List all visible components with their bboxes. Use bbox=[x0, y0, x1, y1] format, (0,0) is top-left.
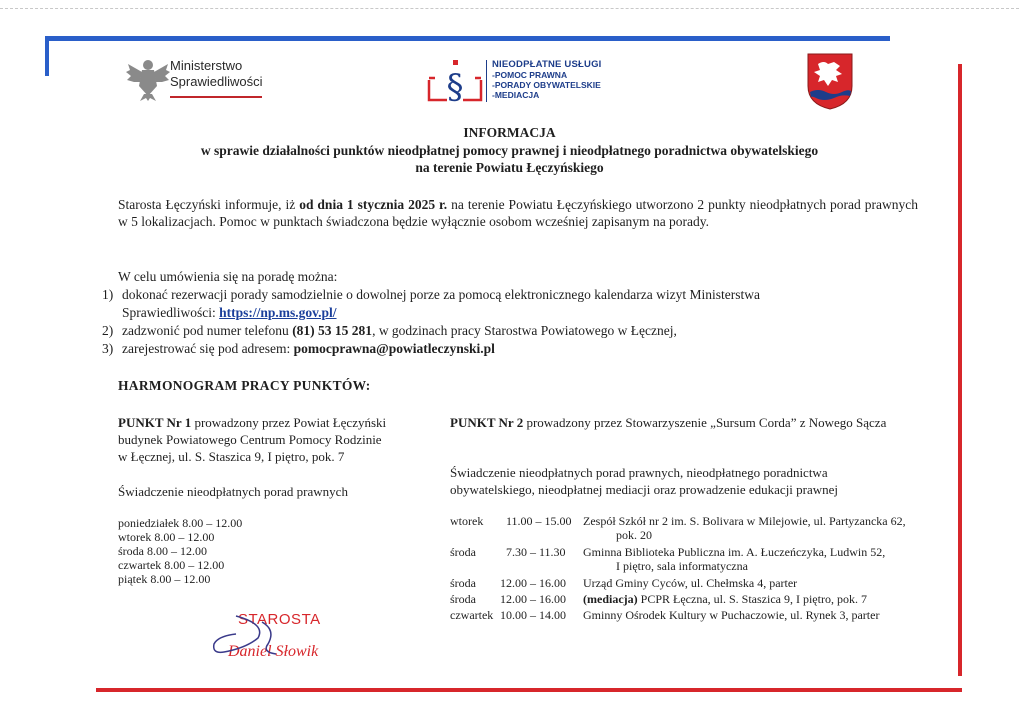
intro-paragraph bbox=[118, 196, 918, 230]
hours-row: wtorek 8.00 – 12.00 bbox=[118, 530, 215, 544]
table-row-place: Gminna Biblioteka Publiczna im. A. Łuczeńczyka, Ludwin 52, bbox=[583, 545, 886, 559]
booking-item-2-num: 2) bbox=[102, 323, 114, 338]
punkt-2-service2: obywatelskiego, nieodpłatnej mediacji oraz prowadzenie edukacji prawnej bbox=[450, 482, 839, 497]
table-row-day: wtorek bbox=[450, 514, 484, 528]
legal-aid-services bbox=[492, 60, 602, 100]
booking-link[interactable]: https://np.ms.gov.pl/ bbox=[219, 305, 337, 320]
ministry-line1: Ministerstwo bbox=[170, 58, 243, 73]
table-row-time: 12.00 – 16.00 bbox=[500, 592, 566, 606]
doc-subtitle: w sprawie działalności punktów nieodpłatnej pomocy prawnej i nieodpłatnego poradnictwa obywatelskiego bbox=[200, 143, 819, 158]
intro-text-rest: na terenie Powiatu Łęczyńskiego utworzono 2 punkty nieodpłatnych porad prawnych w 5 lokalizacjach. Pomoc w punktach świadczona będzie wyłącznie osobom wcześniej zapisanym na porady. bbox=[118, 197, 918, 229]
legal-aid-item: -PORADY OBYWATELSKIE bbox=[492, 80, 601, 90]
punkt-2-service1: Świadczenie nieodpłatnych porad prawnych, nieodpłatnego poradnictwa bbox=[450, 465, 828, 480]
table-row-place: Zespół Szkół nr 2 im. S. Bolivara w Milejowie, ul. Partyzancka 62, bbox=[583, 514, 906, 528]
punkt-2-desc: prowadzony przez Stowarzyszenie „Sursum Corda” z Nowego Sącza bbox=[523, 415, 887, 430]
ministry-name bbox=[170, 58, 262, 90]
punkt-1-line1 bbox=[118, 414, 386, 431]
legal-aid-item: -POMOC PRAWNA bbox=[492, 70, 568, 80]
punkt-1-desc2: budynek Powiatowego Centrum Pomocy Rodzinie bbox=[118, 432, 382, 447]
signature-stamp bbox=[206, 604, 346, 664]
legal-aid-item: -MEDIACJA bbox=[492, 90, 540, 100]
intro-date: od dnia 1 stycznia 2025 r. bbox=[299, 197, 448, 212]
bottom-red-rule bbox=[96, 688, 962, 692]
doc-subtitle-2: na terenie Powiatu Łęczyńskiego bbox=[415, 160, 604, 175]
booking-lead: W celu umówienia się na poradę można: bbox=[118, 269, 338, 284]
table-row-place: Urząd Gminy Cyców, ul. Chełmska 4, parter bbox=[583, 576, 798, 590]
punkt-1-block bbox=[118, 414, 386, 465]
left-blue-rule bbox=[45, 36, 49, 76]
hours-row: piątek 8.00 – 12.00 bbox=[118, 572, 211, 586]
coat-of-arms-icon bbox=[806, 52, 854, 110]
hours-row: poniedziałek 8.00 – 12.00 bbox=[118, 516, 243, 530]
table-row-day: środa bbox=[450, 592, 476, 606]
punkt-1-desc1: prowadzony przez Powiat Łęczyński bbox=[191, 415, 387, 430]
punkt-1-hours bbox=[118, 516, 242, 586]
table-row-time: 11.00 – 15.00 bbox=[506, 514, 572, 528]
booking-item-1-num: 1) bbox=[102, 287, 114, 302]
table-row-day: środa bbox=[450, 576, 476, 590]
legal-aid-divider bbox=[486, 60, 487, 102]
booking-phone: (81) 53 15 281 bbox=[292, 323, 373, 338]
booking-item-1-line2 bbox=[122, 304, 337, 321]
signature-name: Daniel Słowik bbox=[228, 643, 319, 660]
table-row-place bbox=[583, 592, 867, 606]
booking-item-2-pre: zadzwonić pod numer telefonu bbox=[122, 323, 293, 338]
booking-item-2 bbox=[122, 322, 677, 339]
table-row-day: czwartek bbox=[450, 608, 494, 622]
top-dashed-border bbox=[0, 8, 1019, 10]
punkt-1-service: Świadczenie nieodpłatnych porad prawnych bbox=[118, 484, 348, 499]
table-row-place2: I piętro, sala informatyczna bbox=[616, 559, 748, 573]
mediation-label: (mediacja) bbox=[583, 592, 638, 606]
booking-item-1-text2: Sprawiedliwości: bbox=[122, 305, 220, 320]
legal-aid-heading: NIEODPŁATNE USŁUGI bbox=[492, 59, 602, 70]
table-row-day: środa bbox=[450, 545, 476, 559]
punkt-2-service bbox=[450, 464, 838, 498]
doc-title: INFORMACJA bbox=[463, 125, 556, 140]
punkt-2-table bbox=[450, 514, 950, 624]
booking-item-3-pre: zarejestrować się pod adresem: bbox=[122, 341, 294, 356]
hours-row: środa 8.00 – 12.00 bbox=[118, 544, 207, 558]
table-row-time: 7.30 – 11.30 bbox=[506, 545, 566, 559]
ministry-line2: Sprawiedliwości bbox=[170, 74, 263, 89]
punkt-1-desc3: w Łęcznej, ul. S. Staszica 9, I piętro, pok. 7 bbox=[118, 449, 345, 464]
hours-row: czwartek 8.00 – 12.00 bbox=[118, 558, 225, 572]
table-row-time: 12.00 – 16.00 bbox=[500, 576, 566, 590]
table-row-time: 10.00 – 14.00 bbox=[500, 608, 566, 622]
booking-item-1 bbox=[122, 286, 908, 303]
punkt-2-line1 bbox=[450, 414, 886, 431]
stamp-text: STAROSTA bbox=[238, 611, 321, 628]
table-row-place: Gminny Ośrodek Kultury w Puchaczowie, ul. Rynek 3, parter bbox=[583, 608, 880, 622]
booking-item-3 bbox=[122, 340, 495, 357]
top-blue-rule bbox=[45, 36, 890, 41]
punkt-2-block bbox=[450, 414, 886, 431]
intro-text: Starosta Łęczyński informuje, iż bbox=[118, 197, 300, 212]
punkt-2-label: PUNKT Nr 2 bbox=[450, 415, 524, 430]
schedule-heading: HARMONOGRAM PRACY PUNKTÓW: bbox=[118, 378, 371, 393]
ministry-underline bbox=[170, 96, 262, 98]
table-row-place2: pok. 20 bbox=[616, 528, 652, 542]
table-row-place-text: PCPR Łęczna, ul. S. Staszica 9, I piętro, pok. 7 bbox=[637, 592, 867, 606]
punkt-1-label: PUNKT Nr 1 bbox=[118, 415, 192, 430]
legal-aid-paragraph-icon bbox=[425, 58, 485, 104]
booking-email: pomocprawna@powiatleczynski.pl bbox=[293, 341, 495, 356]
booking-item-2-post: , w godzinach pracy Starostwa Powiatowego w Łęcznej, bbox=[372, 323, 677, 338]
svg-text:§: § bbox=[446, 67, 464, 104]
booking-item-3-num: 3) bbox=[102, 341, 114, 356]
booking-item-1-text: dokonać rezerwacji porady samodzielnie o dowolnej porze za pomocą elektronicznego kalendarza wizyt Ministerstwa bbox=[122, 287, 760, 302]
